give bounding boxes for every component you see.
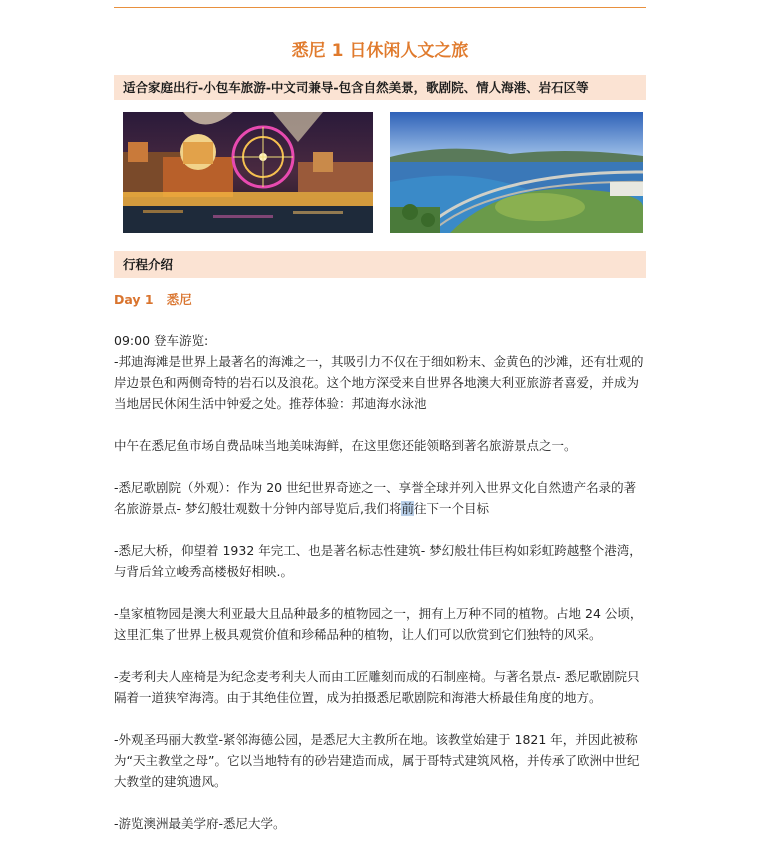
subtitle-banner: 适合家庭出行-小包车旅游-中文司兼导-包含自然美景，歌剧院、情人海港、岩石区等 <box>114 75 646 100</box>
canberra-lake-photo <box>390 112 643 233</box>
canberra-lake-image <box>390 112 643 233</box>
section-heading: 行程介绍 <box>114 251 646 278</box>
paragraph-botanic-garden: -皇家植物园是澳大利亚最大且品种最多的植物园之一，拥有上万种不同的植物。占地 24 公顷，这里汇集了世界上极具观赏价值和珍稀品种的植物，让人们可以欣赏到它们独特的风采。 <box>114 606 643 642</box>
paragraph-opera-house: -悉尼歌剧院（外观）：作为 20 世纪世界奇迹之一、享誉全球并列入世界文化自然遗产名录的著名旅游景点- 梦幻般壮观数十分钟内部导览后,我们将前往下一个目标 <box>114 480 637 516</box>
day-city: 悉尼 <box>166 292 192 307</box>
paragraph-macquarie-chair: -麦考利夫人座椅是为纪念麦考利夫人而由工匠雕刻而成的石制座椅。与著名景点- 悉尼歌剧院只隔着一道狭窄海湾。由于其绝佳位置，成为拍摄悉尼歌剧院和海港大桥最佳角度的地方。 <box>114 669 640 705</box>
itinerary-body <box>114 330 646 834</box>
top-divider <box>114 7 646 8</box>
luna-park-image <box>123 112 373 233</box>
paragraph-sydney-university: -游览澳洲最美学府-悉尼大学。 <box>114 816 286 831</box>
day-heading <box>114 290 192 308</box>
paragraph-start-time: 09:00 登车游览: <box>114 333 209 348</box>
text-selection-highlight: 前 <box>401 501 414 516</box>
page-title: 悉尼 1 日休闲人文之旅 <box>291 41 469 61</box>
paragraph-st-marys: -外观圣玛丽大教堂-紧邻海德公园，是悉尼大主教所在地。该教堂始建于 1821 年，并因此被称为“天主教堂之母”。它以当地特有的砂岩建造而成，属于哥特式建筑风格，并传承了欧洲中世纪大教堂的建筑遗风。 <box>114 732 640 789</box>
luna-park-photo <box>123 112 373 233</box>
paragraph-fish-market: 中午在悉尼鱼市场自费品味当地美味海鲜，在这里您还能领略到著名旅游景点之一。 <box>114 438 577 453</box>
paragraph-harbour-bridge: -悉尼大桥，仰望着 1932 年完工、也是著名标志性建筑- 梦幻般壮伟巨构如彩虹跨越整个港湾，与背后耸立峻秀高楼极好相映.。 <box>114 543 642 579</box>
paragraph-bondi-beach: -邦迪海滩是世界上最著名的海滩之一，其吸引力不仅在于细如粉末、金黄色的沙滩，还有壮观的岸边景色和两侧奇特的岩石以及浪花。这个地方深受来自世界各地澳大利亚旅游者喜爱，并成为当地居民休闲生活中钟爱之处。推荐体验：邦迪海水泳池 <box>114 354 644 411</box>
day-label: Day 1 <box>114 292 154 307</box>
